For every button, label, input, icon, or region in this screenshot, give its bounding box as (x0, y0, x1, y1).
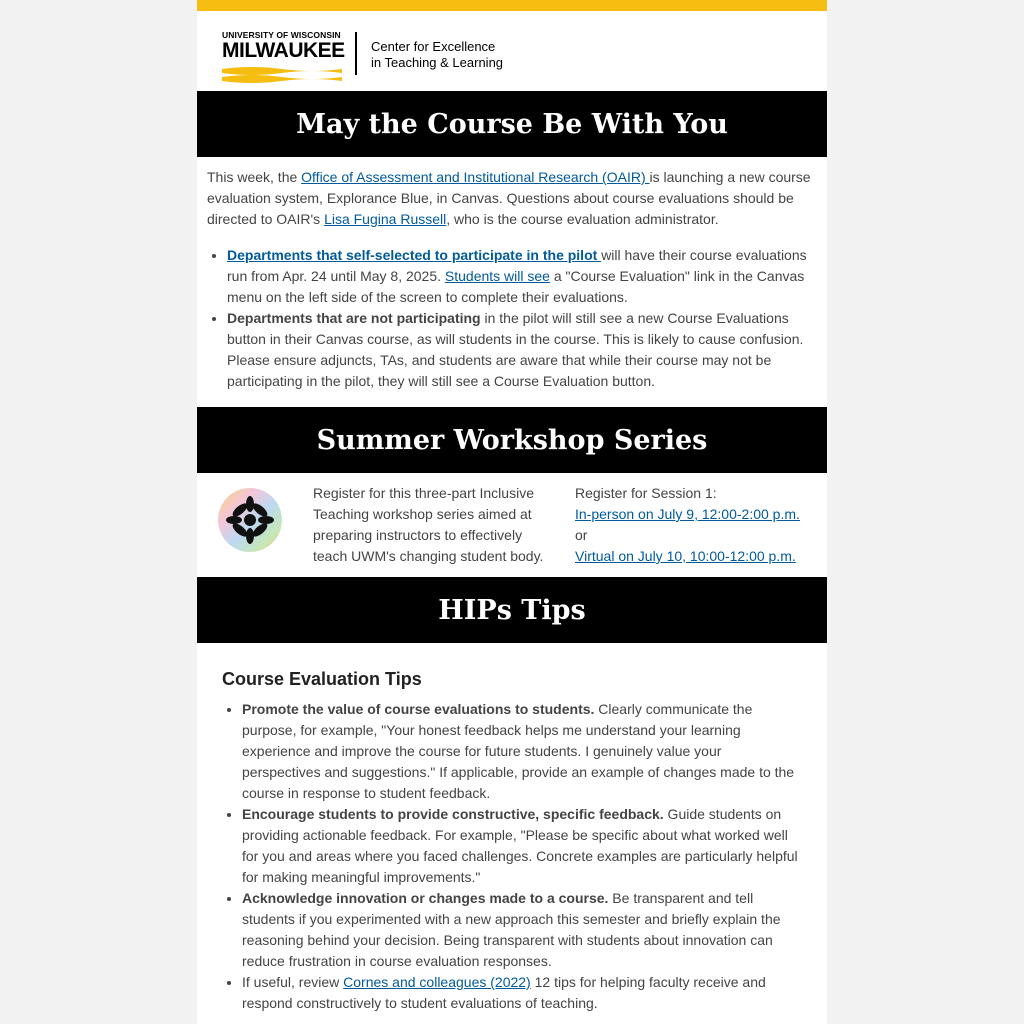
header-divider (355, 32, 357, 75)
virtual-session-link[interactable]: Virtual on July 10, 10:00-12:00 p.m. (575, 548, 796, 564)
list-item (242, 888, 802, 972)
email-body (197, 0, 827, 1024)
logo-wave-icon (222, 66, 342, 86)
workshop-description: Register for this three-part Inclusive Teaching workshop series aimed at preparing instructors to effectively teach UWM's changing student body. (313, 485, 544, 564)
register-label: Register for Session 1: (575, 485, 717, 501)
email-header (197, 11, 827, 91)
center-name-line2: in Teaching & Learning (371, 55, 504, 70)
or-text: or (575, 527, 588, 543)
top-accent-bar (197, 0, 827, 11)
intro-text: This week, the (207, 169, 302, 185)
hips-tips-section (197, 643, 827, 1014)
list-item (227, 245, 817, 308)
participating-departments-link[interactable]: Departments that self-selected to participate in the pilot (227, 247, 602, 263)
inperson-session-link[interactable]: In-person on July 9, 12:00-2:00 p.m. (575, 506, 800, 522)
list-item (242, 972, 802, 1014)
uwm-logo[interactable] (222, 30, 345, 87)
section-title: Summer Workshop Series (316, 424, 708, 456)
bullet-text: will have their course evaluations run from Apr. 24 until May 8, 2025. (227, 247, 807, 284)
tip-text-end: 12 tips for helping faculty receive and respond constructively to student evaluations of teaching. (242, 974, 766, 1011)
workshop-section (197, 473, 827, 577)
section-title: May the Course Be With You (296, 108, 728, 140)
tip-bold: Encourage students to provide constructive, specific feedback. (242, 806, 664, 822)
oair-link[interactable]: Office of Assessment and Institutional Research (OAIR) (301, 169, 650, 185)
tip-bold: Promote the value of course evaluations to students. (242, 701, 595, 717)
hips-subtitle: Course Evaluation Tips (222, 669, 422, 689)
workshop-registration (575, 483, 825, 567)
logo-city-text: MILWAUKEE (222, 39, 345, 62)
center-name-line1: Center for Excellence (371, 39, 496, 54)
list-item (242, 804, 802, 888)
tip-text: Guide students on providing actionable feedback. For example, "Please be specific about what worked well for you and areas where you faced challenges. Concrete examples are particularly helpful for making meaningful improvements." (242, 806, 798, 885)
logo-university-text: UNIVERSITY OF WISCONSIN (222, 30, 341, 40)
inclusive-hands-icon (218, 488, 282, 552)
students-will-see-link[interactable]: Students will see (444, 268, 550, 284)
intro-paragraph (207, 167, 817, 230)
bullet-text: in the pilot will still see a new Course Evaluations button in their Canvas course, as will students in the course. This is likely to cause confusion. Please ensure adjuncts, TAs, and students are aware that while their course may not be participating in the pilot, they will still see a Course Evaluation button. (227, 310, 804, 389)
course-evaluation-intro (197, 157, 827, 392)
section-banner-hips (197, 577, 827, 643)
tip-bold: Acknowledge innovation or changes made to a course. (242, 890, 609, 906)
section-banner-course (197, 91, 827, 157)
lisa-russell-link[interactable]: Lisa Fugina Russell (324, 211, 447, 227)
intro-text-mid: is launching a new course evaluation system, Explorance Blue, in Canvas. Questions about course evaluations should be directed to OAIR's (207, 169, 811, 227)
intro-text-end: , who is the course evaluation administrator. (446, 211, 719, 227)
tips-list (222, 699, 802, 1014)
center-name (371, 39, 503, 71)
list-item (242, 699, 802, 804)
tip-text: Clearly communicate the purpose, for example, "Your honest feedback helps me understand your learning experience and improve the course for future students. I genuinely value your perspectives and suggestions." If applicable, provide an example of changes made to the course in response to student feedback. (242, 701, 795, 801)
section-title: HIPs Tips (438, 594, 586, 626)
bullet-bold: Departments that are not participating (227, 310, 481, 326)
tip-text: Be transparent and tell students if you experimented with a new approach this semester and briefly explain the reasoning behind your decision. Being transparent with students about innovation can reduce frustration in course evaluation responses. (242, 890, 781, 969)
cornes-colleagues-link[interactable]: Cornes and colleagues (2022) (343, 974, 531, 990)
pilot-info-list (207, 245, 817, 392)
bullet-text-end: a "Course Evaluation" link in the Canvas menu on the left side of the screen to complete their evaluations. (227, 268, 805, 305)
tip-text: If useful, review (242, 974, 344, 990)
section-banner-workshop (197, 407, 827, 473)
list-item (227, 308, 817, 392)
